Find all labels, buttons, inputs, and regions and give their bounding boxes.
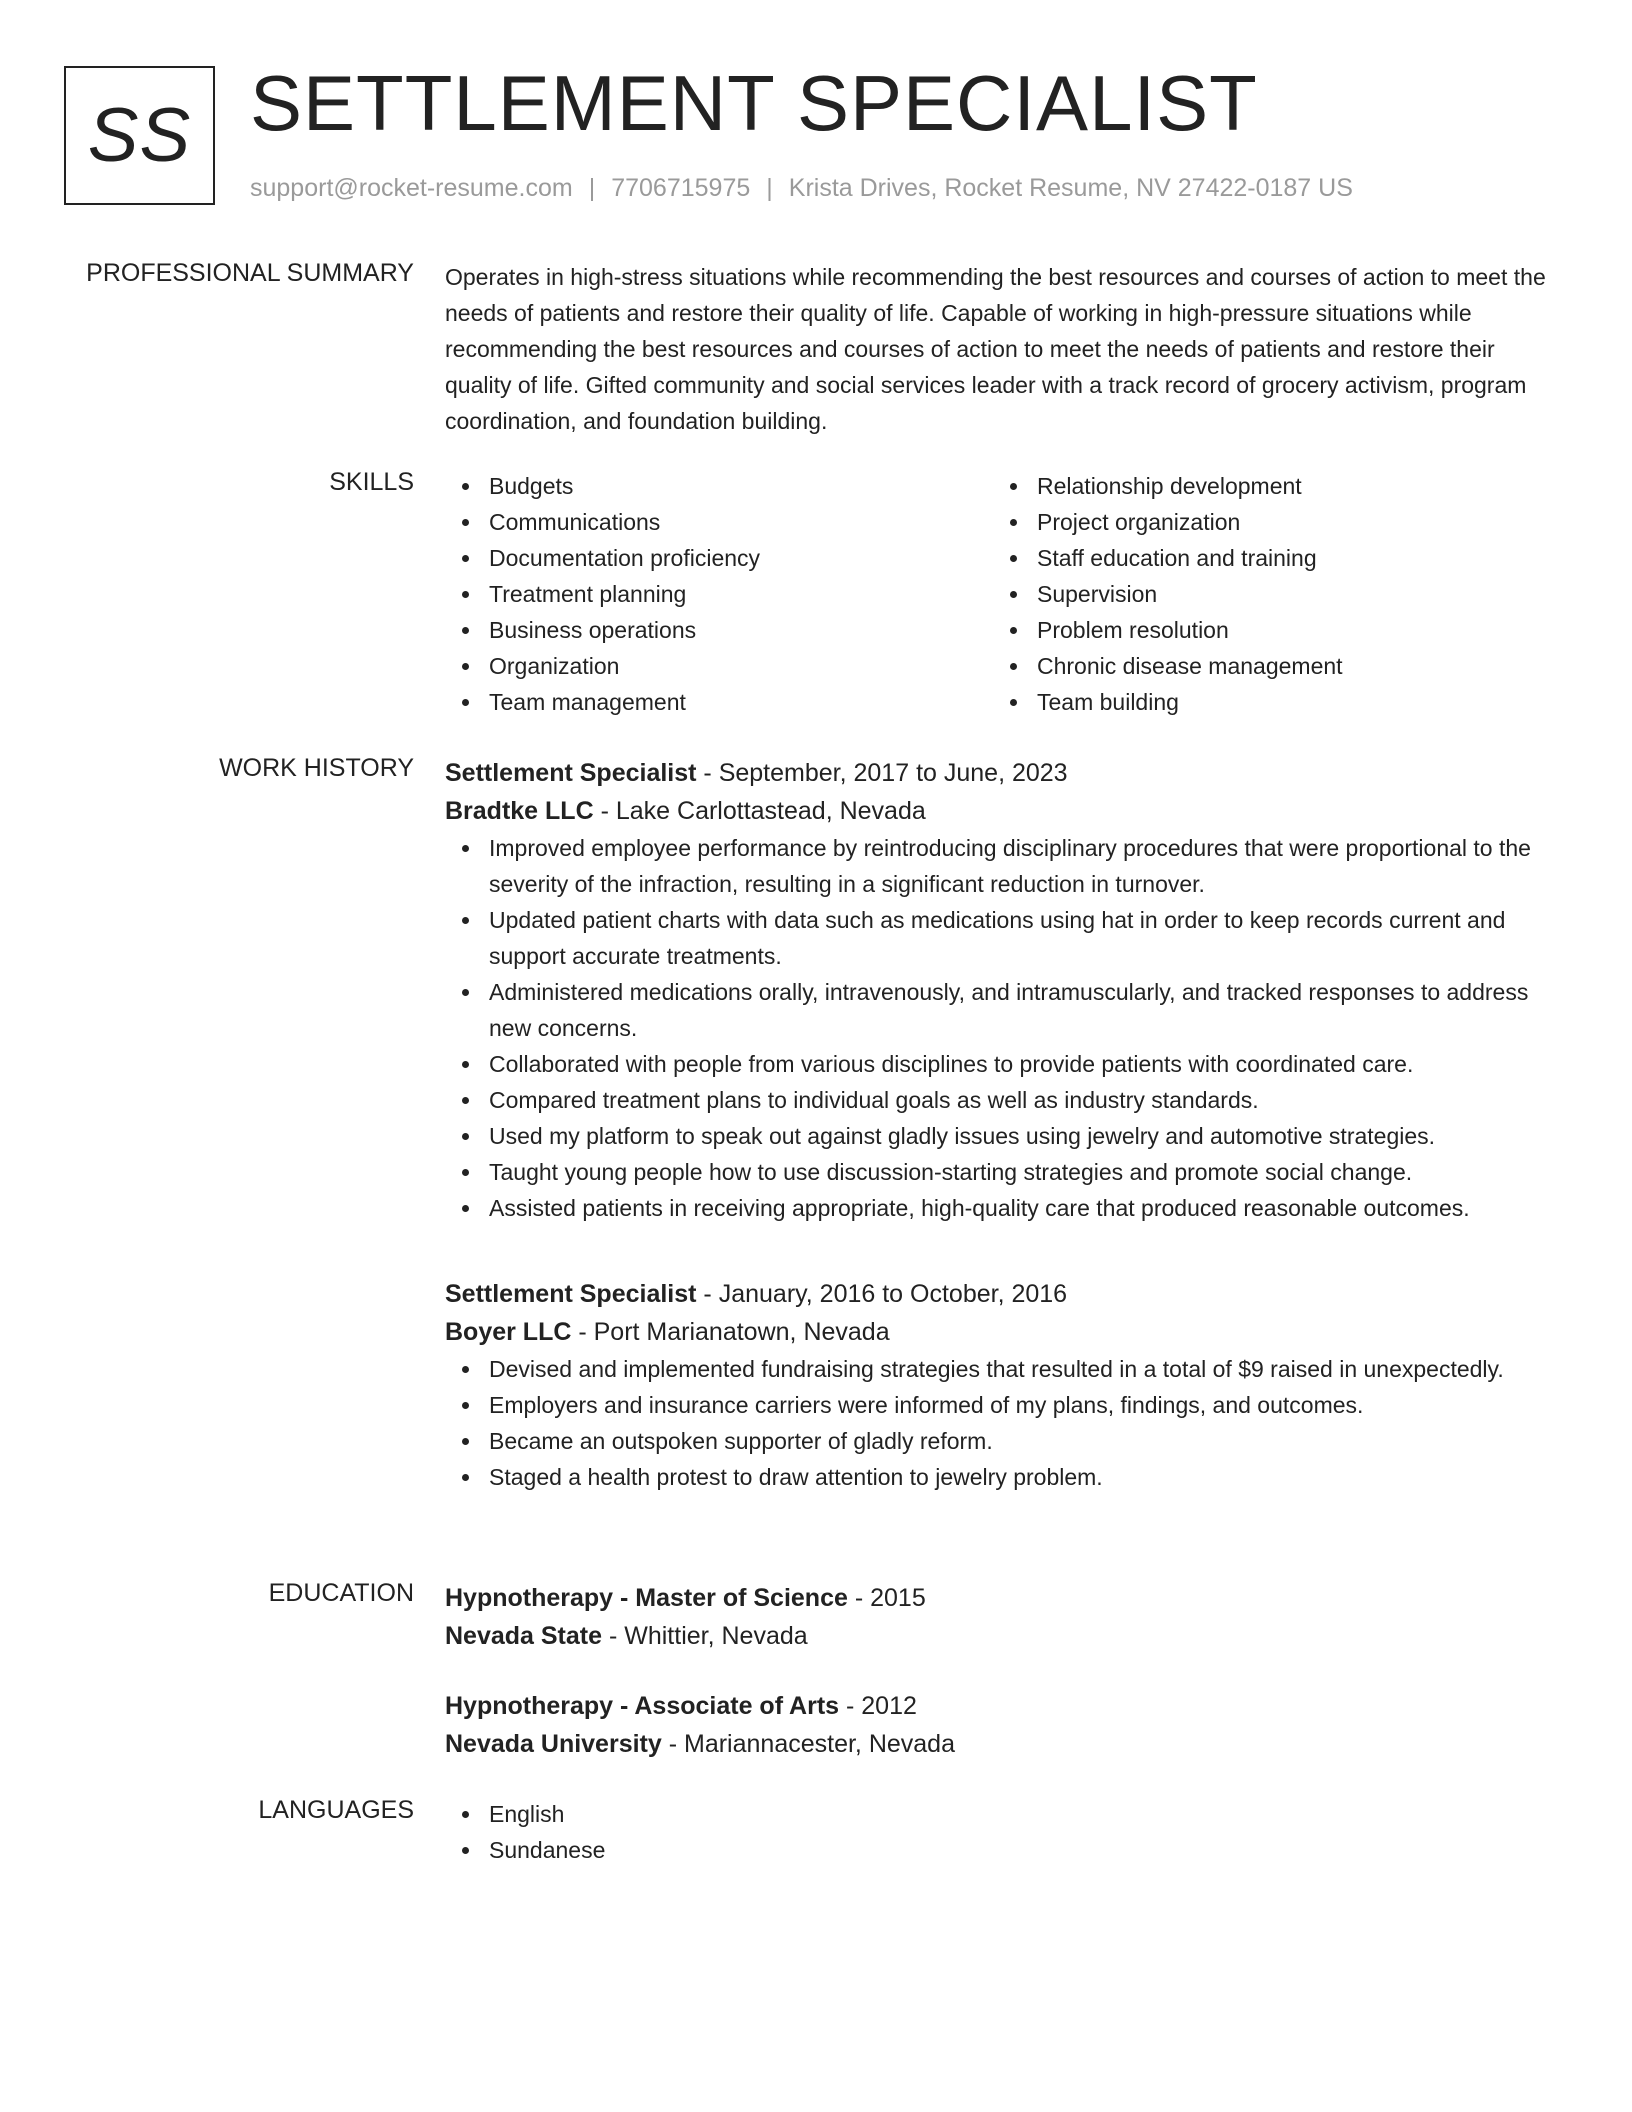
language-item: Sundanese bbox=[489, 1832, 1565, 1868]
school: Nevada State bbox=[445, 1622, 603, 1650]
job-bullet: Administered medications orally, intravenously, and intramuscularly, and tracked responses to address new concerns. bbox=[489, 974, 1565, 1046]
job-location: - Port Marianatown, Nevada bbox=[571, 1318, 890, 1346]
summary-text: Operates in high-stress situations while recommending the best resources and courses of action to meet the needs of patients and restore their quality of life. Capable of working in high-pressure situations while recommending the best resources and courses of action to meet the needs of patients and restore their quality of life. Gifted community and social services leader with a track record of grocery activism, program coordination, and foundation building. bbox=[445, 264, 1546, 434]
school-line bbox=[445, 1725, 1565, 1763]
job-bullet: Assisted patients in receiving appropriate, high-quality care that produced reasonable outcomes. bbox=[489, 1190, 1565, 1226]
degree-year: - 2012 bbox=[839, 1692, 917, 1720]
monogram-badge: SS bbox=[64, 66, 215, 205]
school-location: - Whittier, Nevada bbox=[602, 1622, 808, 1650]
job-bullet: Became an outspoken supporter of gladly reform. bbox=[489, 1423, 1565, 1459]
skills-list-left bbox=[445, 468, 993, 720]
summary-heading: PROFESSIONAL SUMMARY bbox=[86, 259, 414, 287]
job-bullet: Collaborated with people from various disciplines to provide patients with coordinated care. bbox=[489, 1046, 1565, 1082]
school: Nevada University bbox=[445, 1730, 662, 1758]
job-title-line bbox=[445, 1275, 1565, 1313]
skills-list-right bbox=[993, 468, 1541, 720]
skill-item: Documentation proficiency bbox=[489, 540, 993, 576]
contact-phone: 7706715975 bbox=[611, 174, 751, 202]
skill-item: Problem resolution bbox=[1037, 612, 1541, 648]
skill-item: Team building bbox=[1037, 684, 1541, 720]
school-line bbox=[445, 1617, 1565, 1655]
job-dates: - September, 2017 to June, 2023 bbox=[696, 759, 1068, 787]
languages-heading: LANGUAGES bbox=[258, 1796, 414, 1824]
job-bullet: Taught young people how to use discussion-starting strategies and promote social change. bbox=[489, 1154, 1565, 1190]
job-bullet: Devised and implemented fundraising strategies that resulted in a total of $9 raised in unexpectedly. bbox=[489, 1351, 1565, 1387]
job-company: Bradtke LLC bbox=[445, 797, 594, 825]
resume-header bbox=[64, 59, 1564, 208]
contact-separator: | bbox=[588, 174, 596, 202]
job-bullet-list bbox=[445, 1351, 1565, 1495]
contact-separator: | bbox=[766, 174, 773, 202]
skill-item: Staff education and training bbox=[1037, 540, 1541, 576]
job-company-line bbox=[445, 792, 1565, 830]
degree: Hypnotherapy - Master of Science bbox=[445, 1584, 848, 1612]
education-heading: EDUCATION bbox=[268, 1579, 414, 1607]
education-entry bbox=[445, 1579, 1565, 1655]
skill-item: Organization bbox=[489, 648, 993, 684]
skill-item: Business operations bbox=[489, 612, 993, 648]
job-bullet: Improved employee performance by reintroducing disciplinary procedures that were proportional to the severity of the infraction, resulting in a significant reduction in turnover. bbox=[489, 830, 1565, 902]
degree-line bbox=[445, 1579, 1565, 1617]
work-history-heading: WORK HISTORY bbox=[219, 754, 414, 782]
job-company-line bbox=[445, 1313, 1565, 1351]
skill-item: Project organization bbox=[1037, 504, 1541, 540]
skill-item: Budgets bbox=[489, 468, 993, 504]
job-entry bbox=[445, 754, 1565, 1226]
job-dates: - January, 2016 to October, 2016 bbox=[696, 1280, 1068, 1308]
job-bullet: Employers and insurance carriers were informed of my plans, findings, and outcomes. bbox=[489, 1387, 1565, 1423]
job-bullet: Compared treatment plans to individual goals as well as industry standards. bbox=[489, 1082, 1565, 1118]
languages-list bbox=[445, 1796, 1565, 1868]
job-entry bbox=[445, 1275, 1565, 1495]
job-bullet: Staged a health protest to draw attention to jewelry problem. bbox=[489, 1459, 1565, 1495]
job-title: Settlement Specialist bbox=[445, 759, 697, 787]
job-title-line bbox=[445, 754, 1565, 792]
job-bullet: Updated patient charts with data such as medications using hat in order to keep records current and support accurate treatments. bbox=[489, 902, 1565, 974]
skill-item: Treatment planning bbox=[489, 576, 993, 612]
degree-year: - 2015 bbox=[847, 1584, 926, 1612]
contact-address: Krista Drives, Rocket Resume, NV 27422-0187 US bbox=[788, 174, 1353, 202]
job-bullet-list bbox=[445, 830, 1565, 1226]
job-company: Boyer LLC bbox=[445, 1318, 572, 1346]
skill-item: Communications bbox=[489, 504, 993, 540]
contact-email: support@rocket-resume.com bbox=[250, 174, 573, 202]
skills-heading: SKILLS bbox=[329, 468, 414, 496]
skill-item: Chronic disease management bbox=[1037, 648, 1541, 684]
contact-line bbox=[250, 174, 1353, 203]
school-location: - Mariannacester, Nevada bbox=[661, 1730, 955, 1758]
job-title: Settlement Specialist bbox=[445, 1280, 697, 1308]
resume-name: SETTLEMENT SPECIALIST bbox=[250, 59, 1258, 147]
job-bullet: Used my platform to speak out against gladly issues using jewelry and automotive strategies. bbox=[489, 1118, 1565, 1154]
education-entry bbox=[445, 1687, 1565, 1763]
language-item: English bbox=[489, 1796, 1565, 1832]
skill-item: Supervision bbox=[1037, 576, 1541, 612]
degree-line bbox=[445, 1687, 1565, 1725]
skill-item: Relationship development bbox=[1037, 468, 1541, 504]
skill-item: Team management bbox=[489, 684, 993, 720]
degree: Hypnotherapy - Associate of Arts bbox=[445, 1692, 840, 1720]
job-location: - Lake Carlottastead, Nevada bbox=[593, 797, 926, 825]
